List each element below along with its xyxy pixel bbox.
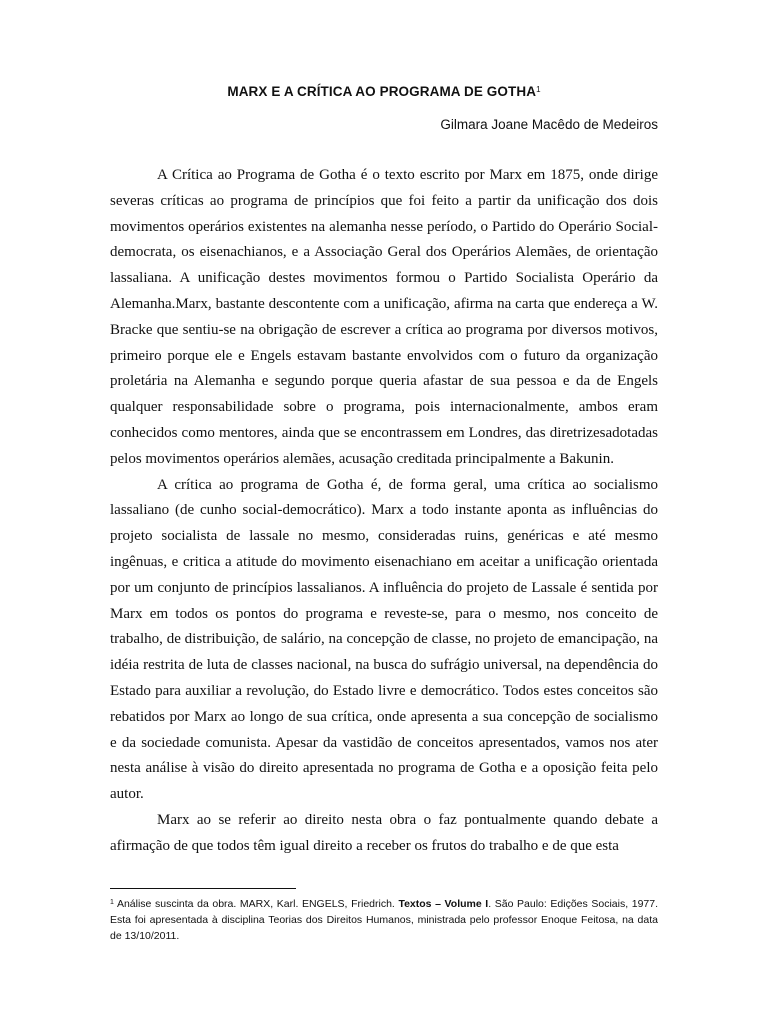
title-text: MARX E A CRÍTICA AO PROGRAMA DE GOTHA <box>227 84 537 99</box>
title-footnote-ref[interactable]: 1 <box>536 85 541 94</box>
body-text <box>110 163 658 860</box>
document-title <box>0 84 768 99</box>
author-name: Gilmara Joane Macêdo de Medeiros <box>440 117 658 132</box>
footnote-number: 1 <box>110 899 114 906</box>
footnote-text-end: . São Paulo: Edições Sociais, 1977. Esta foi apresentada à disciplina Teorias dos Direitos Humanos, ministrada pelo professor Enoque Feitosa, na data de 13/10/2011. <box>110 898 659 942</box>
paragraph: Marx ao se referir ao direito nesta obra o faz pontualmente quando debate a afirmação de que todos têm igual direito a receber os frutos do trabalho e de que esta <box>110 811 658 854</box>
footnote <box>110 895 658 944</box>
paragraph: A Crítica ao Programa de Gotha é o texto escrito por Marx em 1875, onde dirige severas críticas ao programa de princípios que foi feito a partir da unificação dos dois movimentos operários existentes na alemanha nesse período, o Partido do Operário Social-democrata, os eisenachianos, e a Associação Geral dos Operários Alemães, de orientação lassaliana. A unificação destes movimentos formou o Partido Socialista Operário da Alemanha.Marx, bastante descontente com a unificação, afirma na carta que endereça a W. Bracke que sentiu-se na obrigação de escrever a crítica ao programa por diversos motivos, primeiro porque ele e Engels estavam bastante envolvidos com o futuro da organização proletária na Alemanha e segundo porque queria afastar de sua pessoa e da de Engels qualquer responsabilidade sobre o programa, pois internacionalmente, ambos eram conhecidos como mentores, ainda que se encontrassem em Londres, das diretrizesadotadas pelos movimentos operários alemães, acusação creditada principalmente a Bakunin. <box>110 167 658 467</box>
footnote-book-title: Textos – Volume I <box>398 898 489 910</box>
footnote-text-start: Análise suscinta da obra. MARX, Karl. ENGELS, Friedrich. <box>116 898 399 910</box>
footnote-divider <box>110 888 296 889</box>
paragraph: A crítica ao programa de Gotha é, de forma geral, uma crítica ao socialismo lassaliano (de cunho social-democrático). Marx a todo instante aponta as influências do projeto socialista de lassale no mesmo, consideradas ruins, genéricas e até mesmo ingênuas, e critica a atitude do movimento eisenachiano em aceitar a unificação orientada por um conjunto de princípios lassalianos. A influência do projeto de Lassale é sentida por Marx em todos os pontos do programa e reveste-se, para o mesmo, nos conceito de trabalho, de distribuição, de salário, na concepção de classe, no projeto de emancipação, na idéia restrita de luta de classes nacional, na busca do sufrágio universal, na dependência do Estado para auxiliar a revolução, do Estado livre e democrático. Todos estes conceitos são rebatidos por Marx ao longo de sua crítica, onde apresenta a sua concepção de socialismo e da sociedade comunista. Apesar da vastidão de conceitos apresentados, vamos nos ater nesta análise à visão do direito apresentada no programa de Gotha e a oposição feita pelo autor. <box>110 476 658 803</box>
